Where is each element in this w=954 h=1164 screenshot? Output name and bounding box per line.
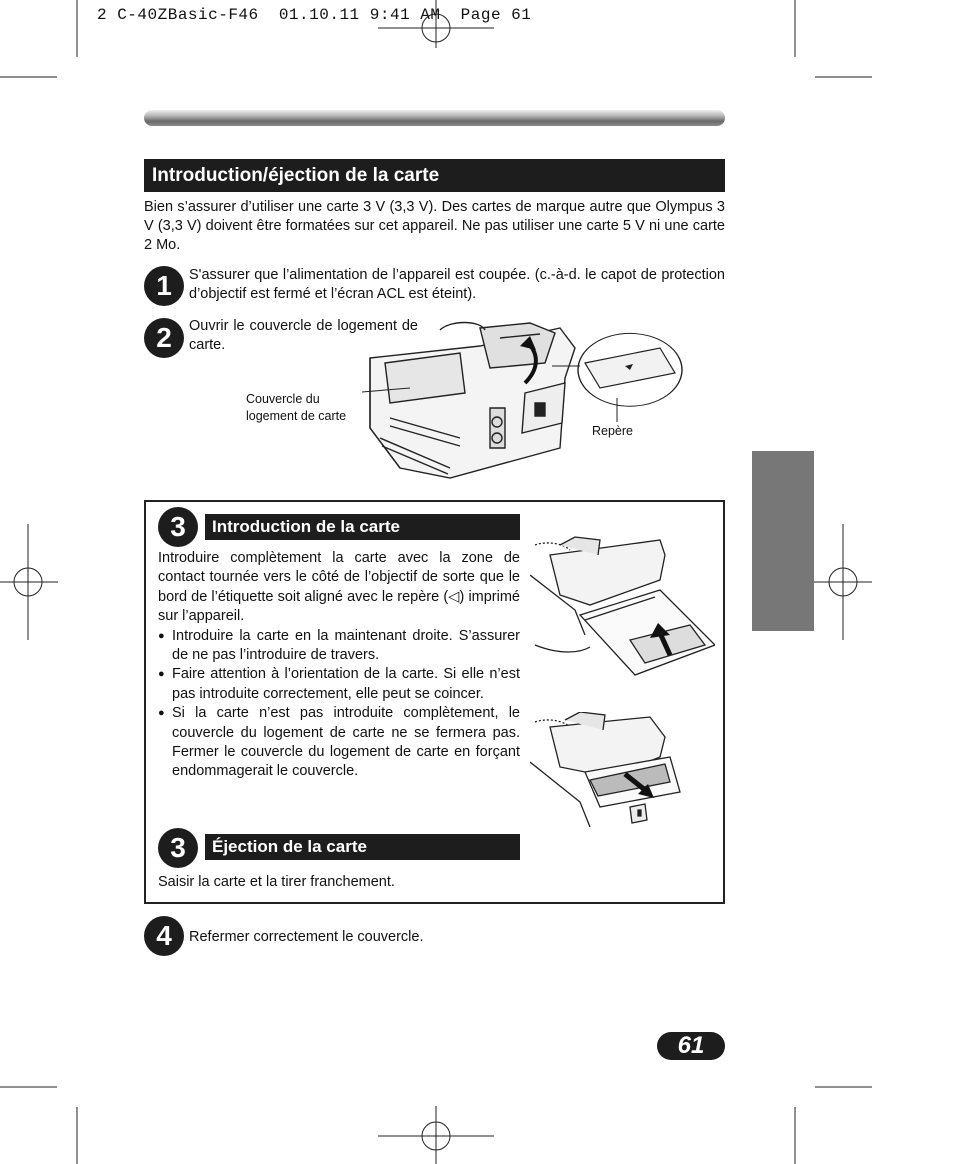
insert-card-paragraph: Introduire complètement la carte avec la zone de contact tournée vers le côté de l’objectif de sorte que le bord de l’étiquette soit aligné avec le repère (◁) imprimé sur l’appareil.	[158, 550, 520, 625]
insert-bullet-2: ● Faire attention à l’orientation de la carte. Si elle n’est pas introduite correctement, elle peut se coincer.	[158, 665, 520, 704]
insert-card-title: Introduction de la carte	[205, 514, 520, 540]
insert-bullet-3: ● Si la carte n’est pas introduite complètement, le couvercle du logement de carte ne se fermera pas. Fermer le couvercle du logement de carte en forçant endommagerait le couvercle.	[158, 704, 520, 782]
label-mark: Repère	[592, 424, 633, 438]
step-2-text: Ouvrir le couvercle de logement de carte.	[189, 318, 418, 353]
eject-card-text: Saisir la carte et la tirer franchement.	[158, 874, 395, 890]
print-header: 2 C-40ZBasic-F46 01.10.11 9:41 AM Page 61	[97, 6, 532, 24]
step-4-number: 4	[144, 916, 184, 956]
eject-card-title: Éjection de la carte	[205, 834, 520, 860]
label-cover: Couvercle du logement de carte	[246, 392, 347, 423]
step-2-number: 2	[144, 318, 184, 358]
step-1-text: S'assurer que l’alimentation de l’appareil est coupée. (c.-à-d. le capot de protection d’objectif est fermé et l’écran ACL est éteint).	[189, 267, 725, 302]
section-title: Introduction/éjection de la carte	[144, 159, 725, 192]
card-insert-illustration	[530, 535, 715, 680]
intro-text: Bien s’assurer d’utiliser une carte 3 V (3,3 V). Des cartes de marque autre que Olympus 3 V (3,3 V) doivent être formatées sur cet appareil. Ne pas utiliser une carte 5 V ni une carte 2 Mo.	[144, 199, 725, 253]
step-3-number: 3	[158, 507, 198, 547]
decorative-top-bar	[144, 110, 725, 126]
step-3-eject-number: 3	[158, 828, 198, 868]
chapter-tab	[752, 451, 814, 631]
camera-open-cover-illustration	[330, 318, 690, 488]
insert-bullet-1: ● Introduire la carte en la maintenant droite. S’assurer de ne pas l’introduire de travers.	[158, 627, 520, 666]
page-number: 61	[657, 1032, 725, 1060]
step-4-text: Refermer correctement le couvercle.	[189, 929, 424, 945]
step-1-number: 1	[144, 266, 184, 306]
card-eject-illustration	[530, 712, 715, 832]
insert-card-text	[158, 549, 520, 782]
